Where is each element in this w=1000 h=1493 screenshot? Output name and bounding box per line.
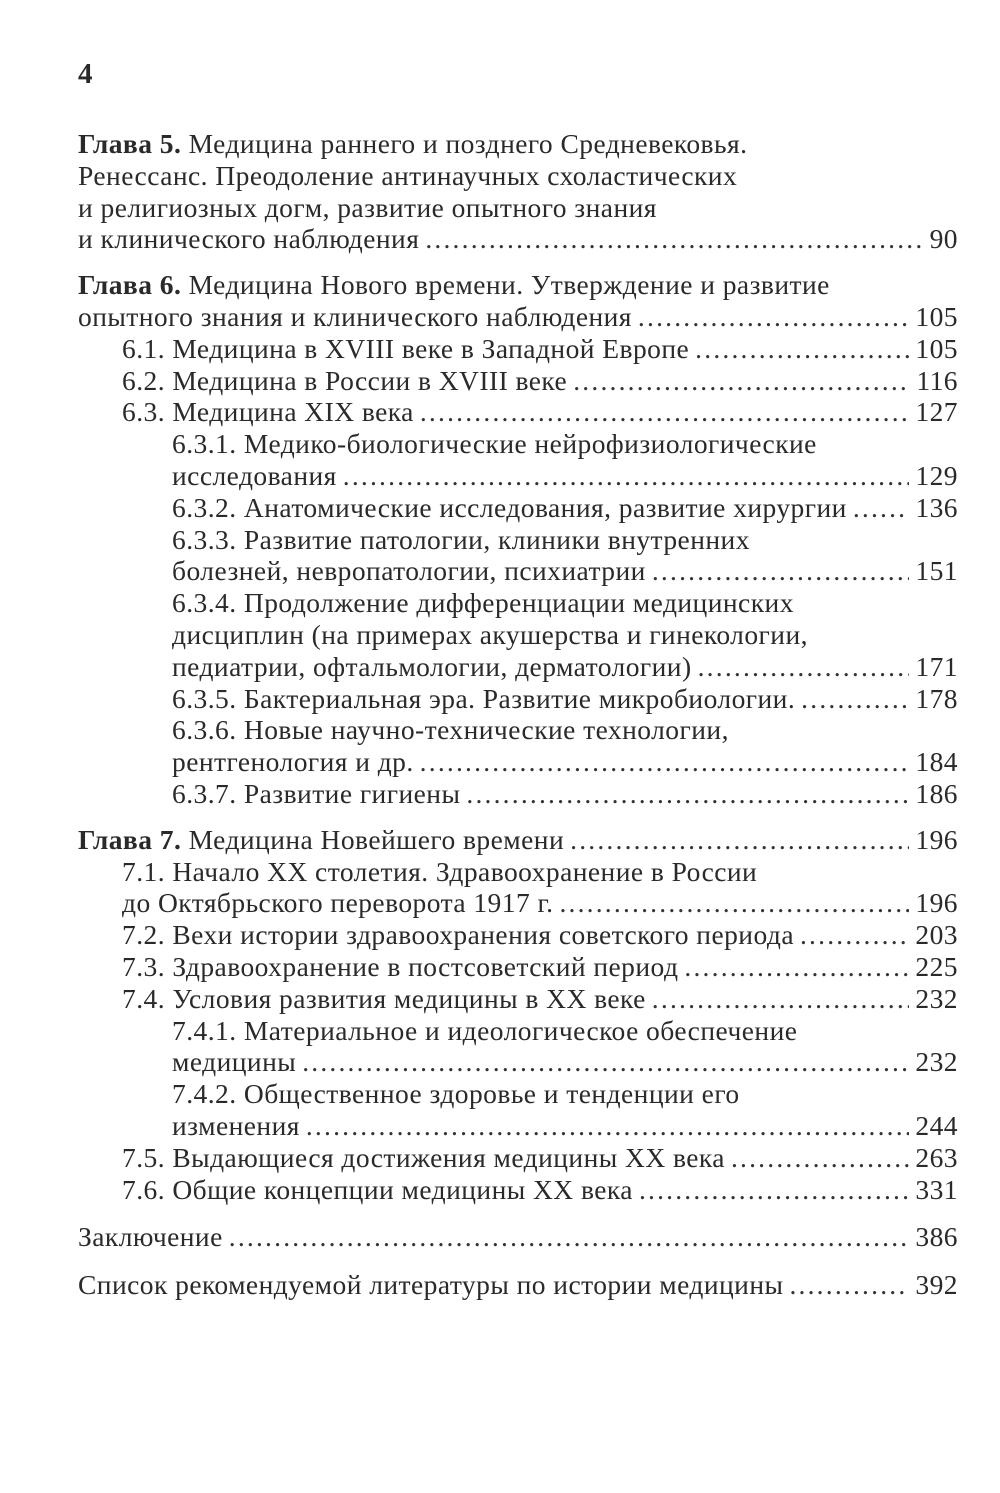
toc-page-number: 151: [915, 555, 958, 587]
toc-entry-text: 7.3. Здравоохранение в постсоветский период: [122, 950, 679, 982]
dot-leader: [570, 824, 909, 856]
toc-entry-6-3-4-line3[interactable]: [78, 651, 958, 683]
dot-leader: [466, 778, 909, 810]
dot-leader: [639, 1174, 909, 1206]
dot-leader: [652, 983, 910, 1015]
dot-leader: [731, 1142, 909, 1174]
toc-entry-ch5-line1: [78, 128, 958, 160]
toc-entry-7-4-1-line2[interactable]: [78, 1046, 958, 1078]
toc-page-number: 129: [915, 459, 958, 491]
toc-entry-6-3-1-line2[interactable]: [78, 460, 958, 492]
toc-entry-6-3-7[interactable]: [78, 778, 958, 810]
toc-entry-6-3-3-line2[interactable]: [78, 555, 958, 587]
toc-entry-7-4-1-line1: [78, 1015, 958, 1047]
toc-entry-6-3-3-line1: [78, 524, 958, 556]
toc-entry-text: 6.2. Медицина в России в XVIII веке: [122, 364, 568, 396]
toc-entry-ch7[interactable]: [78, 824, 958, 856]
toc-entry-text: 6.3.3. Развитие патологии, клиники внутренних: [172, 523, 750, 555]
dot-leader: [420, 396, 910, 428]
toc-entry-text: 6.3.1. Медико-биологические нейрофизиологические: [172, 428, 817, 460]
toc-entry-text: 6.1. Медицина в XVIII веке в Западной Европе: [122, 332, 690, 364]
dot-leader: [800, 919, 909, 951]
toc-page-number: 116: [916, 364, 958, 396]
dot-leader: [425, 223, 923, 255]
toc-entry-conclusion[interactable]: [78, 1221, 958, 1253]
toc-page-number: 127: [915, 396, 958, 428]
toc-entry-text: 6.3.7. Развитие гигиены: [172, 777, 461, 809]
toc-page-number: 184: [915, 746, 958, 778]
toc-entry-text: 7.2. Вехи истории здравоохранения советского периода: [122, 919, 794, 951]
toc-entry-6-3[interactable]: [78, 396, 958, 428]
toc-entry-6-3-4-line2: [78, 619, 958, 651]
toc-page-number: 203: [915, 919, 958, 951]
toc-page-number: 178: [915, 682, 958, 714]
toc-page-number: 171: [915, 650, 958, 682]
toc-entry-text: 6.3. Медицина XIX века: [122, 396, 414, 428]
toc-entry-6-2[interactable]: [78, 365, 958, 397]
toc-entry-ch5-line3: [78, 192, 958, 224]
toc-entry-ch5-line4[interactable]: [78, 223, 958, 255]
toc-entry-text: 6.3.4. Продолжение дифференциации медицинских: [172, 587, 794, 619]
toc-entry-text: опытного знания и клинического наблюдения: [78, 300, 632, 332]
toc-page-number: 386: [915, 1221, 958, 1253]
toc-entry-text: рентгенология и др.: [172, 746, 414, 778]
toc-page-number: 331: [915, 1173, 958, 1205]
toc-page-number: 136: [915, 491, 958, 523]
toc-entry-text: до Октябрьского переворота 1917 г.: [122, 887, 554, 919]
toc-entry-ch6-line1: [78, 269, 958, 301]
dot-leader: [698, 651, 910, 683]
toc-entry-text: 7.6. Общие концепции медицины XX века: [122, 1173, 633, 1205]
toc-entry-text: 7.4. Условия развития медицины в XX веке: [122, 982, 646, 1014]
toc-entry-6-1[interactable]: [78, 333, 958, 365]
toc-entry-7-4-2-line1: [78, 1078, 958, 1110]
dot-leader: [684, 951, 909, 983]
toc-entry-7-1-line2[interactable]: [78, 887, 958, 919]
dot-leader: [343, 460, 910, 492]
toc-entry-text: болезней, невропатологии, психиатрии: [172, 555, 646, 587]
toc-page-number: 232: [915, 1046, 958, 1078]
toc-entry-6-3-1-line1: [78, 428, 958, 460]
toc-entry-text: педиатрии, офтальмологии, дерматологии): [172, 650, 692, 682]
toc-entry-7-4[interactable]: [78, 983, 958, 1015]
toc-entry-text: Список рекомендуемой литературы по истории медицины: [78, 1269, 784, 1301]
dot-leader: [789, 1269, 909, 1301]
toc-entry-7-4-2-line2[interactable]: [78, 1110, 958, 1142]
toc-entry-text: Ренессанс. Преодоление антинаучных схоластических: [78, 159, 738, 191]
dot-leader: [638, 301, 909, 333]
toc-entry-text: исследования: [172, 459, 337, 491]
toc-entry-7-6[interactable]: [78, 1174, 958, 1206]
toc-entry-6-3-4-line1: [78, 587, 958, 619]
toc-entry-ch6-line2[interactable]: [78, 301, 958, 333]
toc-page-number: 196: [915, 823, 958, 855]
toc-entry-7-5[interactable]: [78, 1142, 958, 1174]
toc-entry-6-3-6-line2[interactable]: [78, 746, 958, 778]
chapter-label: Глава 5.: [78, 128, 182, 159]
toc-entry-text: 7.5. Выдающиеся достижения медицины XX века: [122, 1141, 725, 1173]
toc-entry-6-3-6-line1: [78, 714, 958, 746]
toc-page-number: 105: [915, 332, 958, 364]
dot-leader: [573, 365, 910, 397]
page-number: 4: [78, 58, 93, 90]
toc-entry-text: 6.3.6. Новые научно-технические технологии,: [172, 714, 729, 746]
toc-entry-7-2[interactable]: [78, 919, 958, 951]
dot-leader: [652, 555, 910, 587]
toc-entry-text: и религиозных догм, развитие опытного знания: [78, 191, 657, 223]
chapter-label: Глава 7.: [78, 823, 182, 855]
dot-leader: [229, 1221, 910, 1253]
toc-entry-6-3-5[interactable]: [78, 683, 958, 715]
dot-leader: [695, 333, 909, 365]
toc-page-number: 186: [915, 777, 958, 809]
toc-entry-6-3-2[interactable]: [78, 492, 958, 524]
toc-entry-text: изменения: [172, 1109, 300, 1141]
toc-entry-literature[interactable]: [78, 1269, 958, 1301]
toc-entry-ch5-line2: [78, 160, 958, 192]
toc-entry-text: Медицина Нового времени. Утверждение и развитие: [188, 269, 830, 301]
toc-page-number: 244: [915, 1109, 958, 1141]
toc-entry-text: 7.1. Начало XX столетия. Здравоохранение в России: [122, 855, 758, 887]
toc-entry-text: 7.4.1. Материальное и идеологическое обеспечение: [172, 1014, 798, 1046]
toc-entry-text: медицины: [172, 1046, 297, 1078]
dot-leader: [306, 1110, 910, 1142]
toc-page-number: 392: [915, 1269, 958, 1301]
toc-entry-text: 6.3.5. Бактериальная эра. Развитие микробиологии.: [172, 682, 796, 714]
chapter-label: Глава 6.: [78, 269, 182, 301]
dot-leader: [420, 746, 910, 778]
toc-entry-text: 6.3.2. Анатомические исследования, развитие хирургии: [172, 491, 847, 523]
toc-entry-7-1-line1: [78, 856, 958, 888]
toc-page-number: 232: [915, 982, 958, 1014]
toc-page-number: 90: [929, 223, 958, 255]
toc-entry-7-3[interactable]: [78, 951, 958, 983]
dot-leader: [559, 887, 909, 919]
dot-leader: [302, 1046, 909, 1078]
toc-entry-text: Медицина раннего и позднего Средневековья.: [188, 128, 748, 159]
dot-leader: [801, 683, 909, 715]
toc-entry-text: 7.4.2. Общественное здоровье и тенденции его: [172, 1078, 740, 1110]
toc-entry-text: Медицина Новейшего времени: [188, 823, 565, 855]
toc-page-number: 105: [915, 300, 958, 332]
table-of-contents: [78, 128, 958, 1301]
dot-leader: [853, 492, 910, 524]
toc-page-number: 196: [915, 887, 958, 919]
toc-page-number: 263: [915, 1141, 958, 1173]
toc-entry-text: Заключение: [78, 1221, 223, 1253]
toc-page-number: 225: [915, 950, 958, 982]
toc-entry-text: и клинического наблюдения: [78, 223, 420, 255]
toc-entry-text: дисциплин (на примерах акушерства и гинекологии,: [172, 618, 808, 650]
